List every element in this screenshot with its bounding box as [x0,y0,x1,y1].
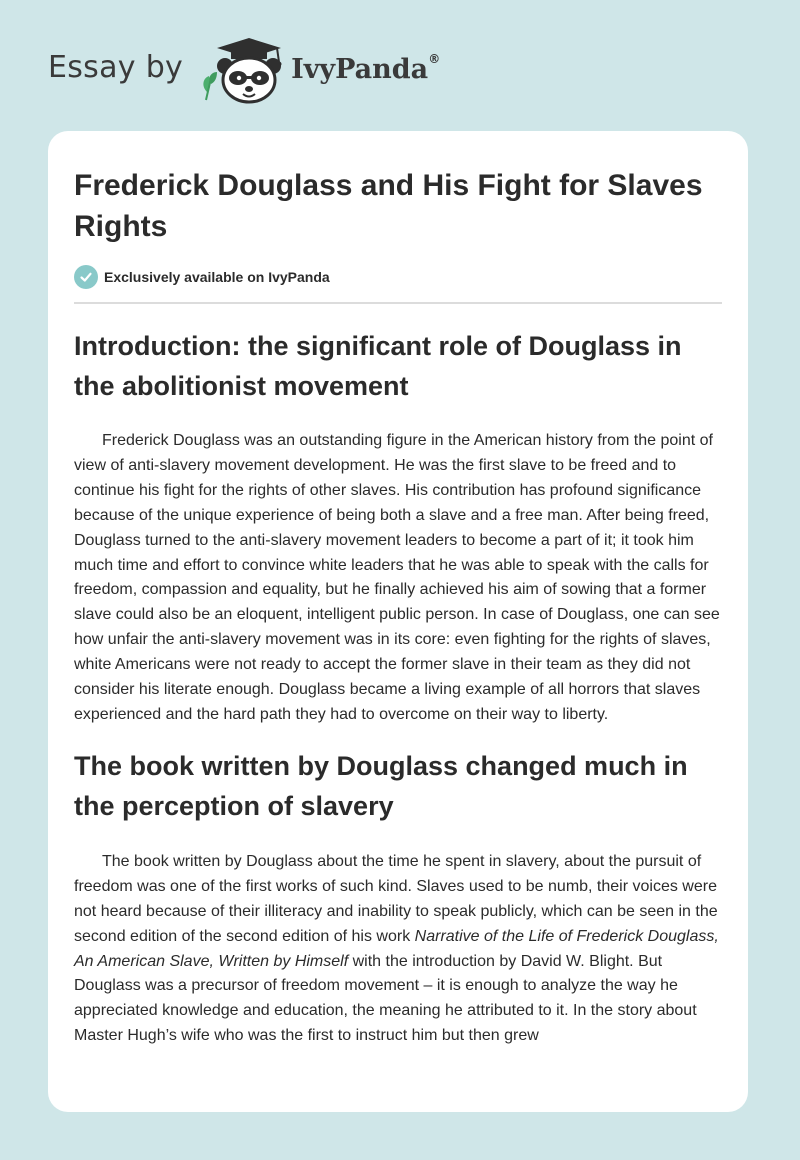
brand-name: IvyPanda® [291,51,441,85]
brand-header[interactable] [48,34,440,106]
panda-logo-icon [197,34,289,106]
paragraph-text-after: with the introduction by David W. Blight. But Douglass was a precursor of freedom movement – it is enough to analyze the way he appreciated knowledge and education, the meaning he attributed to it. In the story about Master Hugh’s wife who was the first to instruct him but then grew [74,952,697,1045]
brand-prefix: Essay by [48,49,184,85]
essay-card [48,131,748,1112]
essay-title: Frederick Douglass and His Fight for Slaves Rights [74,169,703,243]
registered-mark: ® [428,51,441,66]
exclusive-badge [74,265,722,289]
section-heading-book: The book written by Douglass changed much in the perception of slavery [74,750,688,821]
section-paragraph-introduction: Frederick Douglass was an outstanding figure in the American history from the point of view of anti-slavery movement development. He was the first slave to be freed and to continue his fight for the rights of other slaves. His contribution has profound significance because of the unique experience of being both a slave and a free man. After being freed, Douglass turned to the anti-slavery movement leaders to become a part of it; it took him much time and effort to convince white leaders that he was able to speak with the calls for freedom, compassion and equality, but he finally achieved his aim of sowing that a former slave could also be an eloquent, intelligent public person. In case of Douglass, one can see how unfair the anti-slavery movement was in its core: even fighting for the rights of slaves, white Americans were not ready to accept the former slave in their team as they did not consider his literate enough. Douglass became a living example of all horrors that slaves experienced and the hard path they had to overcome on their way to liberty. [74,432,720,723]
book-title: Narrative of the Life of Frederick Douglass, An American Slave, Written by Himself [74,927,719,970]
divider [74,302,722,304]
checkmark-icon [74,265,98,289]
paragraph-text-before: The book written by Douglass about the time he spent in slavery, about the pursuit of freedom was one of the first works of such kind. Slaves used to be numb, their voices were not heard because of their illiteracy and inability to speak publicly, which can be seen in the second edition of the second edition of his work [74,852,718,945]
section-paragraph-book [74,850,722,1049]
section-heading-introduction: Introduction: the significant role of Douglass in the abolitionist movement [74,331,682,401]
exclusive-label: Exclusively available on IvyPanda [104,269,330,285]
